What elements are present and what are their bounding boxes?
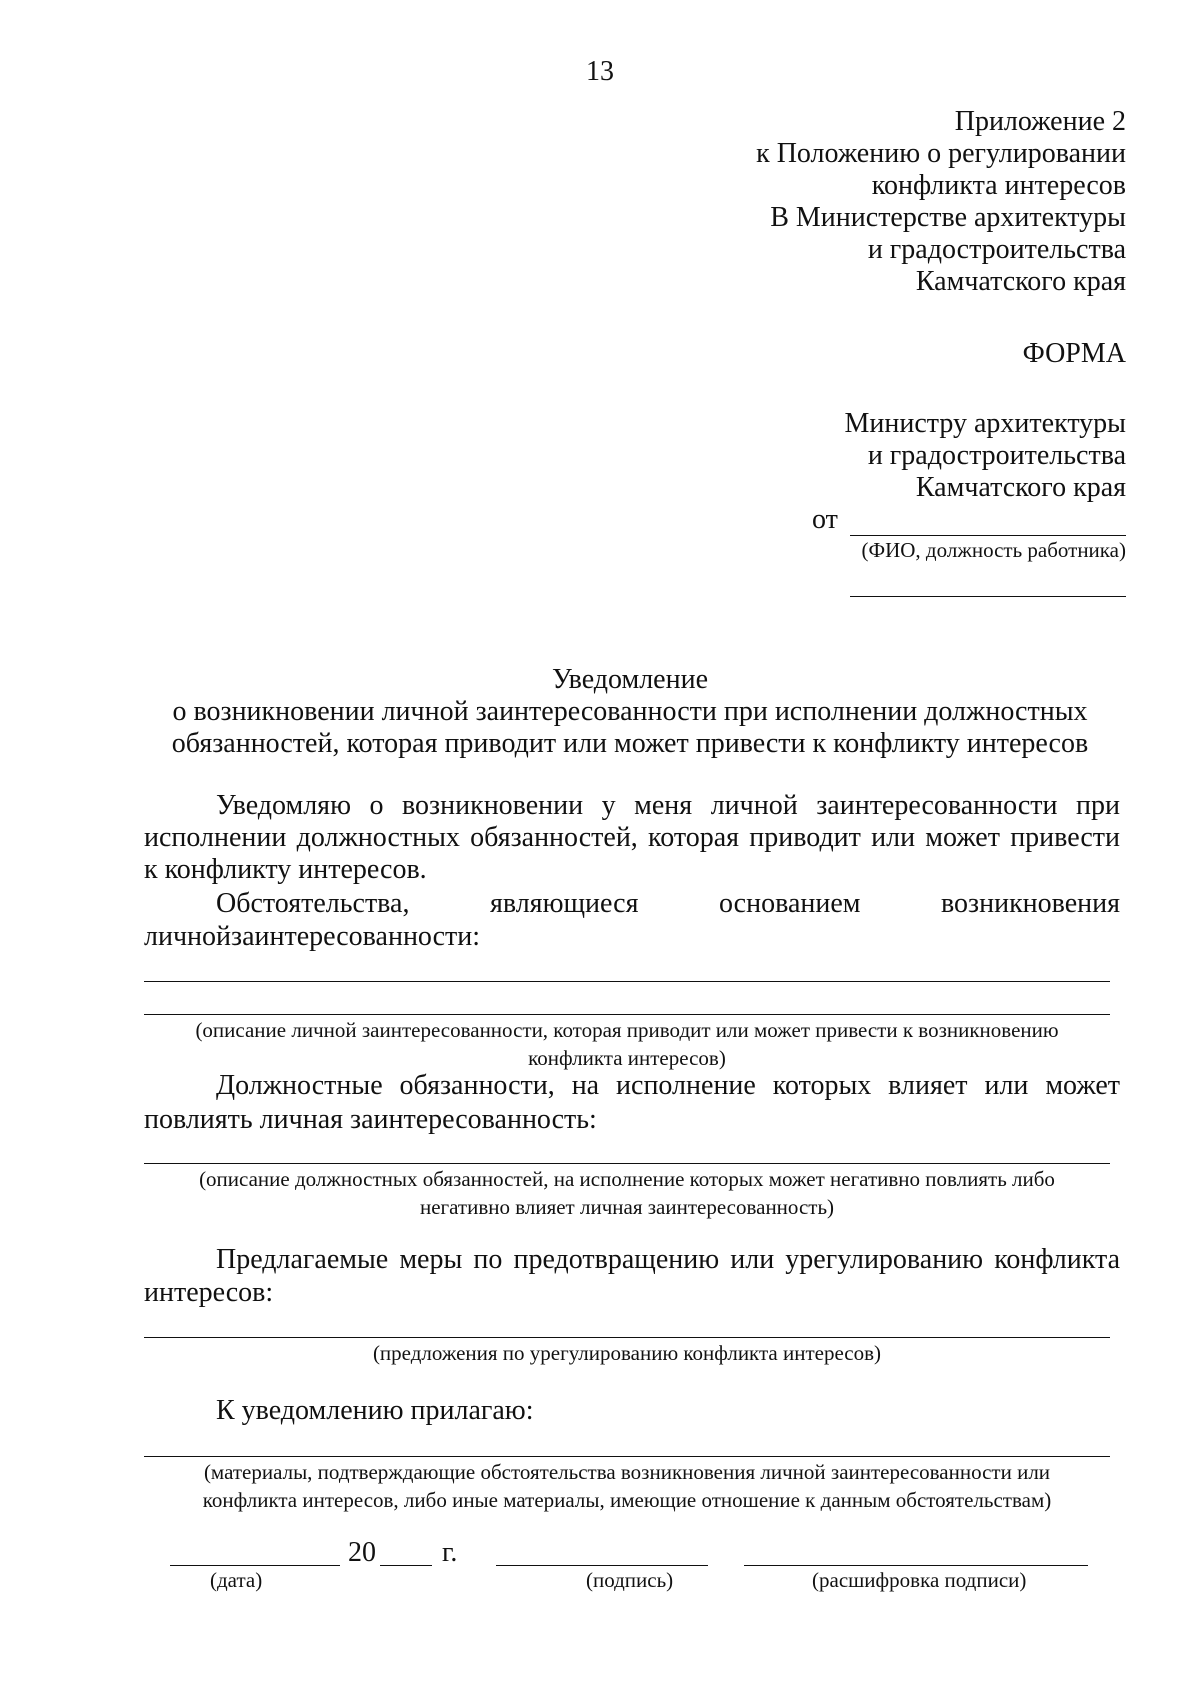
attachments-line[interactable] [144, 1456, 1110, 1457]
caption-1 [144, 1016, 1110, 1072]
decode-caption: (расшифровка подписи) [812, 1568, 1027, 1592]
sign-caption: (подпись) [586, 1568, 674, 1592]
paragraph-3-line: Должностные обязанности, на исполнение которых влияет или может [216, 1070, 1120, 1101]
addressee-block [845, 408, 1126, 504]
appendix-block [756, 106, 1126, 298]
paragraph-4-line: Предлагаемые меры по предотвращению или урегулированию конфликта [216, 1244, 1120, 1275]
paragraph-1-line: исполнении должностных обязанностей, которая приводит или может привести [144, 822, 1120, 853]
year-prefix: 20 [348, 1537, 376, 1568]
appendix-line: конфликта интересов [871, 170, 1126, 201]
addressee-line: Министру архитектуры [844, 408, 1126, 439]
paragraph-2-line: Обстоятельства, являющиеся основанием возникновения [216, 888, 1120, 919]
appendix-line: и градостроительства [867, 234, 1126, 265]
year-line[interactable] [380, 1565, 432, 1566]
date-caption: (дата) [210, 1568, 263, 1592]
from-position-line[interactable] [850, 596, 1126, 597]
page-number: 13 [586, 56, 614, 87]
notice-title [100, 664, 1160, 760]
circumstances-line-1[interactable] [144, 981, 1110, 982]
paragraph-5: К уведомлению прилагаю: [216, 1395, 534, 1426]
paragraph-1-line: к конфликту интересов. [144, 854, 427, 885]
paragraph-1-line: Уведомляю о возникновении у меня личной заинтересованности при [216, 790, 1120, 821]
from-caption: (ФИО, должность работника) [861, 538, 1126, 562]
paragraph-2-line: личнойзаинтересованности: [144, 921, 481, 952]
circumstances-line-2[interactable] [144, 1014, 1110, 1015]
paragraph-4-line: интересов: [144, 1277, 274, 1308]
appendix-line: В Министерстве архитектуры [770, 202, 1126, 233]
caption-line: (описание личной заинтересованности, которая приводит или может привести к возникновению [195, 1018, 1059, 1042]
title-line: Уведомление [551, 664, 708, 695]
caption-line: (описание должностных обязанностей, на исполнение которых может негативно повлиять либо [199, 1167, 1055, 1191]
duties-line[interactable] [144, 1163, 1110, 1164]
caption-4 [144, 1458, 1110, 1514]
caption-line: конфликта интересов) [528, 1046, 726, 1070]
addressee-line: и градостроительства [867, 440, 1126, 471]
title-line: о возникновении личной заинтересованности при исполнении должностных [172, 696, 1088, 727]
caption-2 [144, 1165, 1110, 1221]
addressee-line: Камчатского края [915, 472, 1126, 503]
appendix-line: Приложение 2 [954, 106, 1126, 137]
title-line: обязанностей, которая приводит или может привести к конфликту интересов [171, 728, 1089, 759]
measures-line[interactable] [144, 1337, 1110, 1338]
paragraph-3-line: повлиять личная заинтересованность: [144, 1104, 597, 1135]
from-label: от [812, 504, 838, 535]
caption-line: негативно влияет личная заинтересованность) [419, 1195, 835, 1219]
year-suffix: г. [442, 1537, 458, 1568]
caption-line: (материалы, подтверждающие обстоятельства возникновения личной заинтересованности или [203, 1460, 1051, 1484]
caption-line: конфликта интересов, либо иные материалы, имеющие отношение к данным обстоятельствам) [202, 1488, 1052, 1512]
caption-3: (предложения по урегулированию конфликта интересов) [372, 1341, 882, 1365]
appendix-line: к Положению о регулировании [756, 138, 1126, 169]
form-label: ФОРМА [1022, 338, 1126, 369]
appendix-line: Камчатского края [915, 266, 1126, 297]
